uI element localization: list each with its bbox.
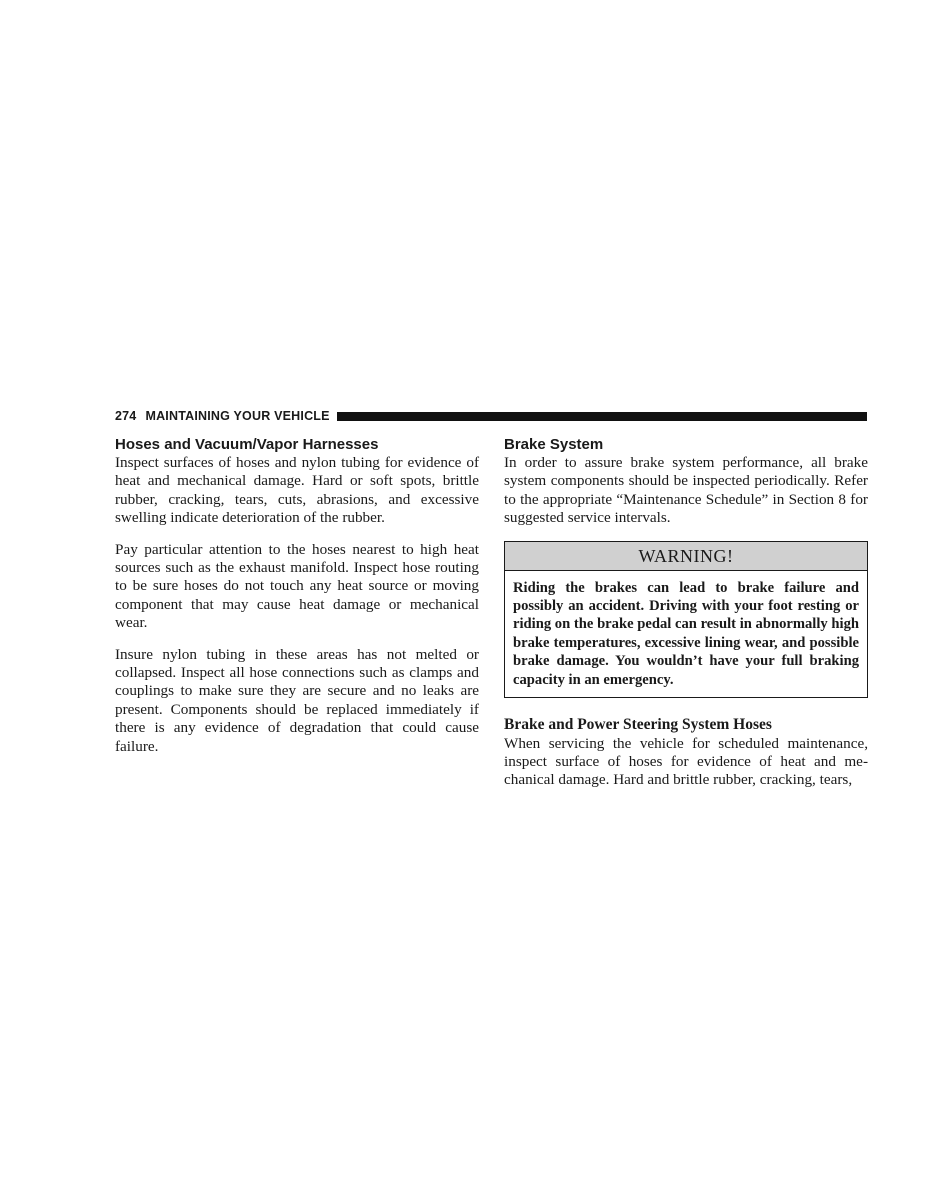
warning-title: WARNING! [505,542,867,571]
brake-system-paragraph: In order to assure brake system performance, all brake system components should be inspected periodically. Refer to the appropriate “Maintenance Schedule” in Section 8 for suggested service intervals. [504,454,868,527]
header-rule [337,412,867,421]
page-header [115,408,867,424]
hoses-paragraph-1: Inspect surfaces of hoses and nylon tubing for evidence of heat and mechanical damage. Hard or soft spots, brittle rubber, cracking, tears, cuts, abrasions, and excessive swelling indicate deterioration of the rubber. [115,454,479,527]
warning-box [504,541,868,698]
left-column [115,435,479,769]
hoses-heading: Hoses and Vacuum/Vapor Harnesses [115,436,379,453]
hoses-subparagraph: When servicing the vehicle for scheduled maintenance, inspect surface of hoses for evidence of heat and mechanical damage. Hard and brittle rubber, cracking, tears, [504,734,868,789]
warning-text: Riding the brakes can lead to brake failure and possibly an accident. Driving with your foot resting or riding on the brake pedal can result in abnormally high brake temperatures, excessive lining wear, and possible brake damage. You wouldn’t have your full braking capacity in an emergency. [513,579,859,688]
hoses-paragraph-3: Insure nylon tubing in these areas has not melted or collapsed. Inspect all hose connections such as clamps and couplings to make sure they are secure and no leaks are present. Components should be replaced immediately if there is any evidence of degradation that could cause failure. [115,645,479,755]
hoses-subheading: Brake and Power Steering System Hoses [504,716,772,734]
brake-system-heading: Brake System [504,436,604,453]
page-number: 274 [115,409,137,423]
right-column [504,435,868,803]
hoses-paragraph-2: Pay particular attention to the hoses nearest to high heat sources such as the exhaust manifold. Inspect hose routing to be sure hoses do not touch any heat source or moving component that may cause heat damage or mechanical wear. [115,540,479,632]
section-title: MAINTAINING YOUR VEHICLE [145,409,330,423]
